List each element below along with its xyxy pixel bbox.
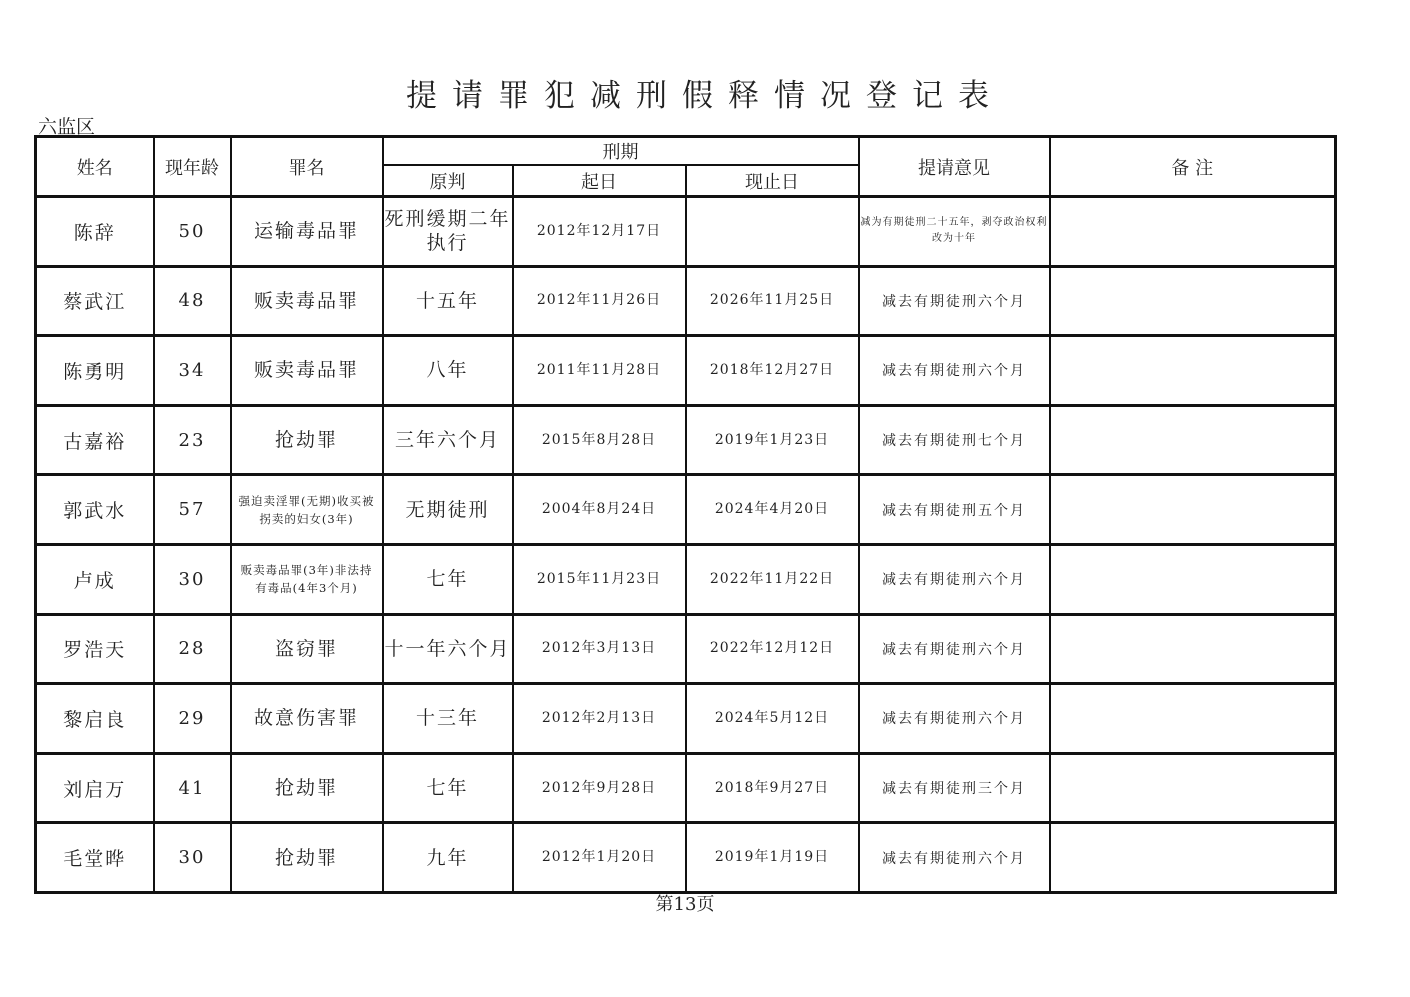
- cell-crime: 运输毒品罪: [231, 197, 383, 267]
- cell-end: [686, 197, 859, 267]
- header-remarks: 备 注: [1050, 137, 1336, 197]
- cell-start: 2012年3月13日: [513, 614, 686, 684]
- cell-age: 41: [154, 753, 231, 823]
- cell-remarks: [1050, 197, 1336, 267]
- cell-opinion: 减去有期徒刑七个月: [859, 405, 1050, 475]
- cell-start: 2012年9月28日: [513, 753, 686, 823]
- cell-crime: 抢劫罪: [231, 823, 383, 893]
- cell-original: 十一年六个月: [383, 614, 513, 684]
- cell-age: 28: [154, 614, 231, 684]
- cell-crime: 抢劫罪: [231, 753, 383, 823]
- table-row: [36, 197, 1336, 267]
- cell-opinion: 减为有期徒刑二十五年，剥夺政治权利改为十年: [859, 197, 1050, 267]
- header-end: 现止日: [686, 165, 859, 197]
- cell-remarks: [1050, 684, 1336, 754]
- cell-original: 十三年: [383, 684, 513, 754]
- table-row: [36, 405, 1336, 475]
- header-sentence: 刑期: [383, 137, 859, 166]
- page-title: 提请罪犯减刑假释情况登记表: [406, 78, 1004, 114]
- cell-remarks: [1050, 823, 1336, 893]
- cell-age: 23: [154, 405, 231, 475]
- cell-opinion: 减去有期徒刑六个月: [859, 614, 1050, 684]
- cell-remarks: [1050, 266, 1336, 336]
- table-row: [36, 544, 1336, 614]
- district-label: 六监区: [38, 116, 96, 138]
- cell-name: 罗浩天: [36, 614, 154, 684]
- cell-end: 2024年4月20日: [686, 475, 859, 545]
- cell-start: 2011年11月28日: [513, 336, 686, 406]
- cell-original: 七年: [383, 544, 513, 614]
- cell-original: 无期徒刑: [383, 475, 513, 545]
- cell-age: 30: [154, 823, 231, 893]
- cell-end: 2022年11月22日: [686, 544, 859, 614]
- cell-name: 刘启万: [36, 753, 154, 823]
- header-age: 现年龄: [154, 137, 231, 197]
- cell-original: 死刑缓期二年执行: [383, 197, 513, 267]
- cell-start: 2004年8月24日: [513, 475, 686, 545]
- cell-start: 2012年2月13日: [513, 684, 686, 754]
- cell-crime: 盗窃罪: [231, 614, 383, 684]
- cell-age: 29: [154, 684, 231, 754]
- cell-start: 2012年12月17日: [513, 197, 686, 267]
- cell-opinion: 减去有期徒刑六个月: [859, 544, 1050, 614]
- cell-end: 2024年5月12日: [686, 684, 859, 754]
- cell-name: 蔡武江: [36, 266, 154, 336]
- cell-opinion: 减去有期徒刑六个月: [859, 336, 1050, 406]
- cell-original: 九年: [383, 823, 513, 893]
- register-table: [34, 135, 1337, 894]
- cell-start: 2012年11月26日: [513, 266, 686, 336]
- cell-end: 2019年1月19日: [686, 823, 859, 893]
- cell-opinion: 减去有期徒刑六个月: [859, 266, 1050, 336]
- header-name: 姓名: [36, 137, 154, 197]
- cell-start: 2012年1月20日: [513, 823, 686, 893]
- cell-crime: 故意伤害罪: [231, 684, 383, 754]
- cell-opinion: 减去有期徒刑六个月: [859, 823, 1050, 893]
- cell-remarks: [1050, 405, 1336, 475]
- cell-remarks: [1050, 544, 1336, 614]
- cell-start: 2015年8月28日: [513, 405, 686, 475]
- cell-name: 陈勇明: [36, 336, 154, 406]
- cell-crime: 贩卖毒品罪(3年)非法持有毒品(4年3个月): [231, 544, 383, 614]
- cell-crime: 贩卖毒品罪: [231, 336, 383, 406]
- cell-end: 2022年12月12日: [686, 614, 859, 684]
- table-row: [36, 753, 1336, 823]
- header-opinion: 提请意见: [859, 137, 1050, 197]
- cell-age: 57: [154, 475, 231, 545]
- cell-age: 48: [154, 266, 231, 336]
- table-row: [36, 614, 1336, 684]
- table-row: [36, 823, 1336, 893]
- cell-opinion: 减去有期徒刑三个月: [859, 753, 1050, 823]
- cell-end: 2018年12月27日: [686, 336, 859, 406]
- cell-original: 三年六个月: [383, 405, 513, 475]
- cell-original: 七年: [383, 753, 513, 823]
- cell-name: 毛堂晔: [36, 823, 154, 893]
- cell-age: 30: [154, 544, 231, 614]
- header-original: 原判: [383, 165, 513, 197]
- header-crime: 罪名: [231, 137, 383, 197]
- table-row: [36, 684, 1336, 754]
- cell-name: 黎启良: [36, 684, 154, 754]
- cell-end: 2019年1月23日: [686, 405, 859, 475]
- cell-opinion: 减去有期徒刑五个月: [859, 475, 1050, 545]
- table-row: [36, 336, 1336, 406]
- cell-name: 卢成: [36, 544, 154, 614]
- cell-end: 2026年11月25日: [686, 266, 859, 336]
- page-number: 第13页: [655, 894, 715, 915]
- cell-age: 50: [154, 197, 231, 267]
- header-start: 起日: [513, 165, 686, 197]
- table-row: [36, 266, 1336, 336]
- cell-start: 2015年11月23日: [513, 544, 686, 614]
- cell-remarks: [1050, 336, 1336, 406]
- table-row: [36, 475, 1336, 545]
- cell-original: 八年: [383, 336, 513, 406]
- cell-age: 34: [154, 336, 231, 406]
- cell-opinion: 减去有期徒刑六个月: [859, 684, 1050, 754]
- cell-remarks: [1050, 475, 1336, 545]
- cell-crime: 抢劫罪: [231, 405, 383, 475]
- cell-name: 古嘉裕: [36, 405, 154, 475]
- cell-original: 十五年: [383, 266, 513, 336]
- cell-crime: 贩卖毒品罪: [231, 266, 383, 336]
- cell-name: 郭武水: [36, 475, 154, 545]
- cell-remarks: [1050, 753, 1336, 823]
- cell-name: 陈辞: [36, 197, 154, 267]
- cell-crime: 强迫卖淫罪(无期)收买被拐卖的妇女(3年): [231, 475, 383, 545]
- cell-end: 2018年9月27日: [686, 753, 859, 823]
- cell-remarks: [1050, 614, 1336, 684]
